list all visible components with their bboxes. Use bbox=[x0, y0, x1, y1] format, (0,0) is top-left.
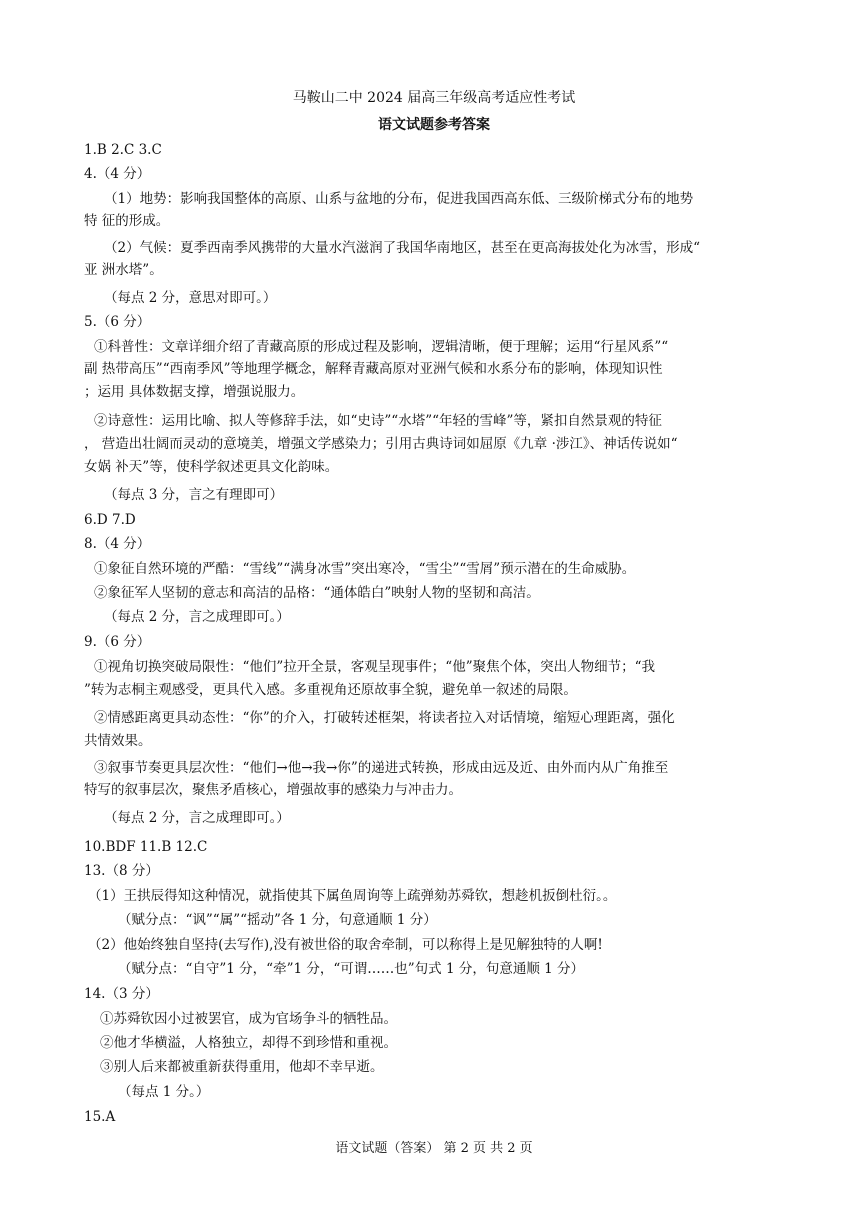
answer-line: 8.（4 分） bbox=[84, 536, 151, 552]
answer-line: 共情效果。 bbox=[84, 733, 152, 749]
page-subtitle: 语文试题参考答案 bbox=[378, 117, 490, 133]
answer-line: 特写的叙事层次，聚焦矛盾核心，增强故事的感染力与冲击力。 bbox=[84, 782, 462, 798]
answer-line: 女娲 补天”等，使科学叙述更具文化韵味。 bbox=[84, 459, 339, 475]
answer-line: （每点 3 分，言之有理即可） bbox=[104, 487, 284, 503]
answer-line: ”转为志桐主观感受，更具代入感。多重视角还原故事全貌，避免单一叙述的局限。 bbox=[84, 682, 577, 698]
answer-line: 亚 洲水塔”。 bbox=[84, 262, 163, 278]
answer-line: 1.B 2.C 3.C bbox=[84, 142, 162, 158]
answer-line: （每点 1 分。） bbox=[118, 1084, 210, 1100]
answer-line: （2）气候：夏季西南季风携带的大量水汽滋润了我国华南地区，甚至在更高海拔处化为冰雪，形成“ bbox=[104, 240, 700, 256]
answer-line: （赋分点：“自守”1 分，“牵”1 分，“可谓……也”句式 1 分，句意通顺 1 分） bbox=[118, 961, 585, 977]
answer-line: 10.BDF 11.B 12.C bbox=[84, 839, 208, 855]
answer-line: （1）王拱辰得知这种情况，就指使其下属鱼周询等上疏弹劾苏舜钦，想趁机扳倒杜衍。。 bbox=[88, 888, 617, 904]
answer-line: ③别人后来都被重新获得重用，他却不幸早逝。 bbox=[100, 1059, 384, 1075]
answer-line: （每点 2 分，言之成理即可。） bbox=[104, 609, 290, 625]
answer-line: ②他才华横溢，人格独立，却得不到珍惜和重视。 bbox=[100, 1035, 397, 1051]
answer-line: （每点 2 分，意思对即可。） bbox=[104, 290, 277, 306]
answer-line: 13.（8 分） bbox=[84, 863, 159, 879]
answer-line: 15.A bbox=[84, 1109, 116, 1125]
answer-line: ①科普性：文章详细介绍了青藏高原的形成过程及影响，逻辑清晰，便于理解；运用“行星风系”“ bbox=[94, 339, 669, 355]
answer-line: （1）地势：影响我国整体的高原、山系与盆地的分布，促进我国西高东低、三级阶梯式分布的地势 bbox=[104, 191, 694, 207]
answer-line: 5.（6 分） bbox=[84, 314, 151, 330]
answer-line: 副 热带高压”“西南季风”等地理学概念，解释青藏高原对亚洲气候和水系分布的影响，体现知识性 bbox=[84, 361, 663, 377]
answer-line: ②诗意性：运用比喻、拟人等修辞手法，如“史诗”“水塔”“年轻的雪峰”等，紧扣自然景观的特征 bbox=[94, 413, 662, 429]
answer-line: （赋分点：“讽”“属”“摇动”各 1 分，句意通顺 1 分） bbox=[118, 912, 437, 928]
answer-line: 特 征的形成。 bbox=[84, 213, 170, 229]
page-footer: 语文试题（答案） 第 2 页 共 2 页 bbox=[335, 1141, 533, 1156]
answer-line: ②象征军人坚韧的意志和高洁的品格：“通体皓白”映射人物的坚韧和高洁。 bbox=[94, 585, 540, 601]
answer-line: 6.D 7.D bbox=[84, 512, 136, 528]
page-title: 马鞍山二中 2024 届高三年级高考适应性考试 bbox=[292, 90, 576, 106]
answer-line: ②情感距离更具动态性：“你”的介入，打破转述框架，将读者拉入对话情境，缩短心理距离，强化 bbox=[94, 710, 675, 726]
answer-line: 9.（6 分） bbox=[84, 634, 151, 650]
answer-line: ①象征自然环境的严酷：“雪线”“满身冰雪”突出寒冷，“雪尘”“雪屑”预示潜在的生命威胁。 bbox=[94, 561, 636, 577]
answer-line: ③叙事节奏更具层次性：“他们→他→我→你”的递进式转换，形成由远及近、由外而内从广角推至 bbox=[94, 760, 669, 776]
answer-line: （每点 2 分，言之成理即可。） bbox=[104, 810, 290, 826]
answer-line: ①苏舜钦因小过被罢官，成为官场争斗的牺牲品。 bbox=[100, 1011, 397, 1027]
answer-line: ；运用 具体数据支撑，增强说服力。 bbox=[84, 384, 305, 400]
answer-line: ， 营造出壮阔而灵动的意境美，增强文学感染力；引用古典诗词如屈原《九章 ·涉江》、神话传说如“ bbox=[84, 436, 678, 452]
answer-line: 4.（4 分） bbox=[84, 166, 151, 182]
answer-line: 14.（3 分） bbox=[84, 986, 159, 1002]
answer-line: （2）他始终独自坚持(去写作),没有被世俗的取舍牵制，可以称得上是见解独特的人啊! bbox=[88, 937, 603, 953]
answer-line: ①视角切换突破局限性：“他们”拉开全景，客观呈现事件；“他”聚焦个体，突出人物细节；“我 bbox=[94, 659, 656, 675]
